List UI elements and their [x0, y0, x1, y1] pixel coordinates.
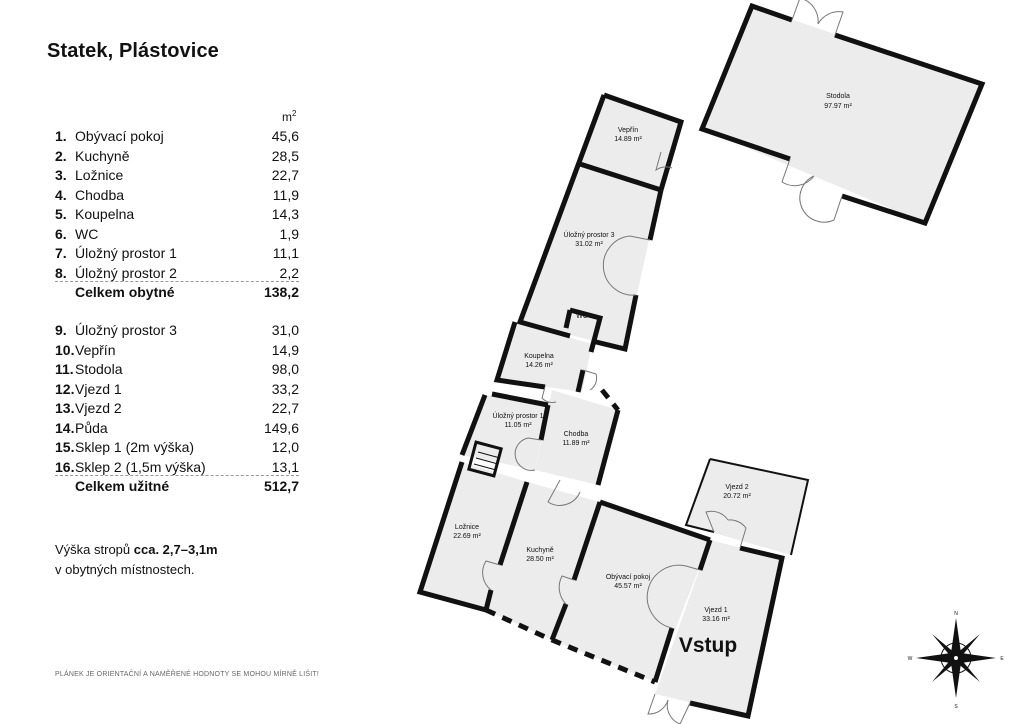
room-label: Vepřín — [75, 341, 116, 358]
room-label: Obývací pokoj — [75, 128, 164, 144]
label-kuchyne: Kuchyně — [526, 547, 554, 554]
room-area: 98,0 — [271, 361, 299, 377]
area-ulozny1: 11.05 m² — [504, 422, 532, 429]
room-area: 1,9 — [279, 225, 299, 242]
entrance-label: Vstup — [678, 634, 738, 657]
room-label: Kuchyně — [75, 147, 130, 164]
room-area: 22,7 — [271, 400, 299, 416]
label-ulozny1: Úložný prostor 1 — [492, 413, 544, 420]
room-area: 31,0 — [271, 322, 299, 338]
room-label: Sklep 1 (2m výška) — [75, 439, 195, 455]
label-chodba: Chodba — [563, 431, 589, 438]
room-label: Chodba — [75, 186, 125, 203]
room-number: 3. — [55, 167, 67, 183]
room-label: Úložný prostor 2 — [75, 264, 177, 281]
label-vjezd2: Vjezd 2 — [725, 484, 749, 491]
area-chodba: 11.89 m² — [562, 440, 590, 447]
room-number: 10. — [55, 341, 75, 358]
room-area: 33,2 — [271, 380, 299, 397]
room-number: 2. — [55, 147, 67, 164]
room-label: Ložnice — [75, 167, 124, 183]
disclaimer: PLÁNEK JE ORIENTAČNÍ A NAMĚŘENÉ HODNOTY SE MOHOU MÍRNĚ LIŠIT! — [55, 671, 319, 678]
label-obyvaci: Obývací pokoj — [605, 574, 651, 581]
label-koupelna: Koupelna — [524, 353, 554, 360]
area-vjezd2: 20.72 m² — [723, 493, 751, 500]
room-number: 8. — [55, 264, 67, 281]
total-value: 512,7 — [263, 478, 299, 494]
area-vjezd1: 33.16 m² — [702, 616, 730, 623]
label-loznice: Ložnice — [454, 524, 480, 531]
area-koupelna: 14.26 m² — [525, 362, 553, 369]
svg-text:W: W — [907, 656, 913, 662]
room-area: 14,9 — [271, 341, 299, 358]
ceiling-height-note: Výška stropů cca. 2,7–3,1m v obytných místnostech. — [55, 542, 218, 577]
room-number: 13. — [55, 400, 75, 416]
room-number: 1. — [55, 128, 67, 144]
room-area: 11,1 — [272, 245, 299, 261]
room-number: 14. — [55, 419, 75, 436]
area-ulozny3: 31.02 m² — [575, 241, 603, 248]
room-number: 4. — [55, 186, 67, 203]
room-ulozny-prostor-1 — [462, 395, 548, 470]
room-area: 14,3 — [271, 206, 299, 222]
room-number: 9. — [55, 322, 67, 338]
room-label: Sklep 2 (1,5m výška) — [75, 458, 206, 475]
svg-text:N: N — [954, 611, 958, 617]
room-number: 15. — [55, 439, 75, 455]
room-label: Úložný prostor 1 — [75, 245, 177, 261]
label-wc: WC — [576, 313, 588, 320]
room-area: 45,6 — [271, 128, 299, 144]
room-number: 11. — [55, 361, 74, 377]
page-title: Statek, Plástovice — [47, 40, 219, 62]
area-unit: $m^2$ — [282, 109, 297, 124]
room-label: Půda — [75, 419, 108, 436]
room-area: 22,7 — [271, 167, 299, 183]
room-label: Koupelna — [75, 206, 135, 222]
room-area: 28,5 — [271, 147, 299, 164]
room-area: 2,2 — [279, 264, 299, 281]
area-kuchyne: 28.50 m² — [526, 556, 554, 563]
area-obyvaci: 45.57 m² — [614, 583, 642, 590]
room-number: 5. — [55, 206, 67, 222]
room-ulozny-prostor-3 — [520, 164, 660, 349]
compass-icon — [908, 611, 1005, 710]
area-veprin: 14.89 m² — [614, 136, 642, 143]
room-number: 12. — [55, 380, 75, 397]
room-label: Vjezd 1 — [75, 380, 122, 397]
label-veprin: Vepřín — [617, 127, 639, 134]
room-label: Stodola — [75, 361, 123, 377]
room-number: 7. — [55, 245, 67, 261]
svg-text:E: E — [1000, 656, 1004, 662]
room-label: WC — [75, 225, 99, 242]
label-ulozny3: Úložný prostor 3 — [563, 232, 615, 239]
total-label: Celkem obytné — [75, 284, 175, 300]
room-label: Úložný prostor 3 — [75, 322, 177, 338]
area-stodola: 97.97 m² — [824, 103, 852, 110]
total-value: 138,2 — [263, 284, 299, 300]
room-number: 16. — [55, 458, 75, 475]
room-area: 12,0 — [271, 439, 299, 455]
room-area: 11,9 — [272, 186, 299, 203]
label-stodola: Stodola — [826, 93, 850, 100]
total-label: Celkem užitné — [75, 478, 170, 494]
room-number: 6. — [55, 225, 67, 242]
area-loznice: 22.69 m² — [453, 533, 481, 540]
svg-text:S: S — [954, 704, 958, 710]
room-area: 149,6 — [263, 419, 299, 436]
label-vjezd1: Vjezd 1 — [704, 607, 728, 614]
room-area: 13,1 — [271, 458, 299, 475]
room-label: Vjezd 2 — [75, 400, 122, 416]
